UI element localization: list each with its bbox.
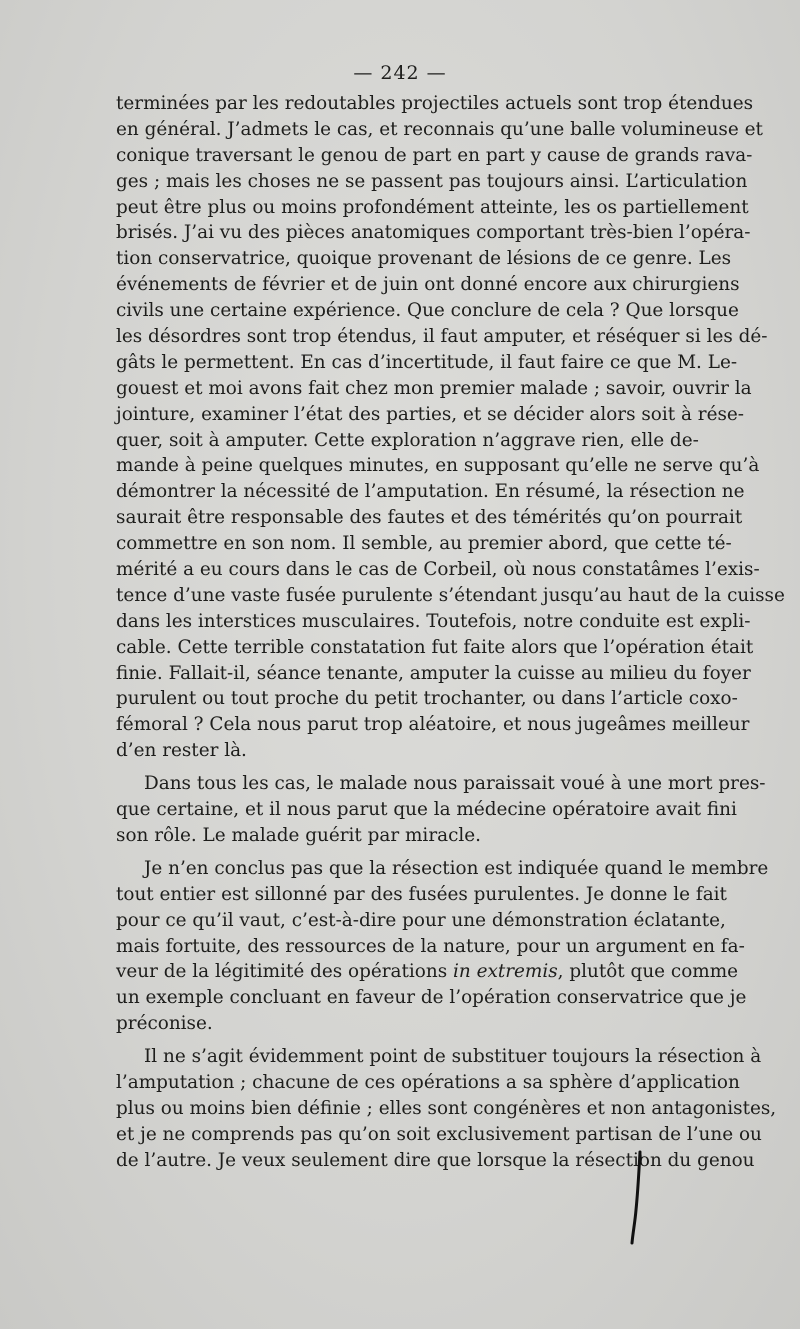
text-line: gouest et moi avons fait chez mon premier malade ; savoir, ouvrir la bbox=[116, 377, 752, 399]
text-line: d’en rester là. bbox=[116, 740, 247, 762]
text-line: et je ne comprends pas qu’on soit exclusivement partisan de l’une ou bbox=[116, 1123, 762, 1145]
text-line: commettre en son nom. Il semble, au premier abord, que cette té- bbox=[116, 533, 732, 555]
text-segment: veur de la légitimité des opérations bbox=[116, 961, 448, 983]
paragraph-1 bbox=[116, 91, 785, 764]
text-line: l’amputation ; chacune de ces opérations a sa sphère d’application bbox=[116, 1071, 740, 1093]
text-line: en général. J’admets le cas, et reconnais qu’une balle volumineuse et bbox=[116, 118, 763, 140]
text-line: tion conservatrice, quoique provenant de lésions de ce genre. Les bbox=[116, 248, 732, 270]
text-line: Il ne s’agit évidemment point de substituer toujours la résection à bbox=[144, 1046, 762, 1068]
text-line: de l’autre. Je veux seulement dire que lorsque la résection du genou bbox=[116, 1149, 755, 1171]
text-line: démontrer la nécessité de l’amputation. En résumé, la résection ne bbox=[116, 481, 745, 503]
ink-stroke-mark bbox=[626, 1150, 646, 1245]
text-line: mérité a eu cours dans le cas de Corbeil, où nous constatâmes l’exis- bbox=[116, 559, 760, 581]
text-line: Dans tous les cas, le malade nous paraissait voué à une mort pres- bbox=[144, 773, 766, 795]
text-line: peut être plus ou moins profondément atteinte, les os partiellement bbox=[116, 196, 749, 218]
paragraph-4 bbox=[116, 1044, 777, 1173]
text-line: préconise. bbox=[116, 1013, 213, 1035]
paragraph-3 bbox=[116, 856, 769, 1037]
latin-phrase: in extremis bbox=[453, 961, 558, 983]
text-line: événements de février et de juin ont donné encore aux chirurgiens bbox=[116, 274, 740, 296]
text-line: purulent ou tout proche du petit trochanter, ou dans l’article coxo- bbox=[116, 688, 738, 710]
text-line: mande à peine quelques minutes, en supposant qu’elle ne serve qu’à bbox=[116, 455, 760, 477]
text-line: plus ou moins bien définie ; elles sont congénères et non antagonistes, bbox=[116, 1097, 777, 1119]
paragraph-2 bbox=[116, 771, 766, 849]
text-line: un exemple concluant en faveur de l’opération conservatrice que je bbox=[116, 987, 747, 1009]
text-line: cable. Cette terrible constatation fut faite alors que l’opération était bbox=[116, 636, 754, 658]
text-line bbox=[116, 959, 739, 985]
text-line: Je n’en conclus pas que la résection est indiquée quand le membre bbox=[144, 857, 769, 879]
text-line: finie. Fallait-il, séance tenante, amputer la cuisse au milieu du foyer bbox=[116, 662, 751, 684]
text-line: gâts le permettent. En cas d’incertitude, il faut faire ce que M. Le- bbox=[116, 351, 738, 373]
text-line: les désordres sont trop étendus, il faut amputer, et réséquer si les dé- bbox=[116, 326, 768, 348]
text-segment: , plutôt que comme bbox=[557, 961, 739, 983]
text-line: quer, soit à amputer. Cette exploration n’aggrave rien, elle de- bbox=[116, 429, 699, 451]
text-line: brisés. J’ai vu des pièces anatomiques comportant très-bien l’opéra- bbox=[116, 222, 751, 244]
text-line: saurait être responsable des fautes et des témérités qu’on pourrait bbox=[116, 507, 743, 529]
page-number: — 242 — bbox=[353, 62, 447, 84]
text-line: tence d’une vaste fusée purulente s’étendant jusqu’au haut de la cuisse bbox=[116, 584, 785, 606]
text-line: jointure, examiner l’état des parties, et se décider alors soit à rése- bbox=[116, 403, 745, 425]
text-line: dans les interstices musculaires. Toutefois, notre conduite est expli- bbox=[116, 610, 751, 632]
text-line: mais fortuite, des ressources de la nature, pour un argument en fa- bbox=[116, 935, 745, 957]
text-line: civils une certaine expérience. Que conclure de cela ? Que lorsque bbox=[116, 300, 739, 322]
text-line: pour ce qu’il vaut, c’est-à-dire pour une démonstration éclatante, bbox=[116, 909, 726, 931]
body-text bbox=[116, 91, 785, 1174]
text-line: son rôle. Le malade guérit par miracle. bbox=[116, 824, 481, 846]
text-line: que certaine, et il nous parut que la médecine opératoire avait fini bbox=[116, 799, 737, 821]
text-line: terminées par les redoutables projectiles actuels sont trop étendues bbox=[116, 93, 754, 114]
text-line: ges ; mais les choses ne se passent pas toujours ainsi. L’articulation bbox=[116, 170, 748, 192]
text-line: tout entier est sillonné par des fusées purulentes. Je donne le fait bbox=[116, 883, 727, 905]
text-line: conique traversant le genou de part en part y cause de grands rava- bbox=[116, 144, 753, 166]
text-line: fémoral ? Cela nous parut trop aléatoire, et nous jugeâmes meilleur bbox=[116, 714, 750, 736]
